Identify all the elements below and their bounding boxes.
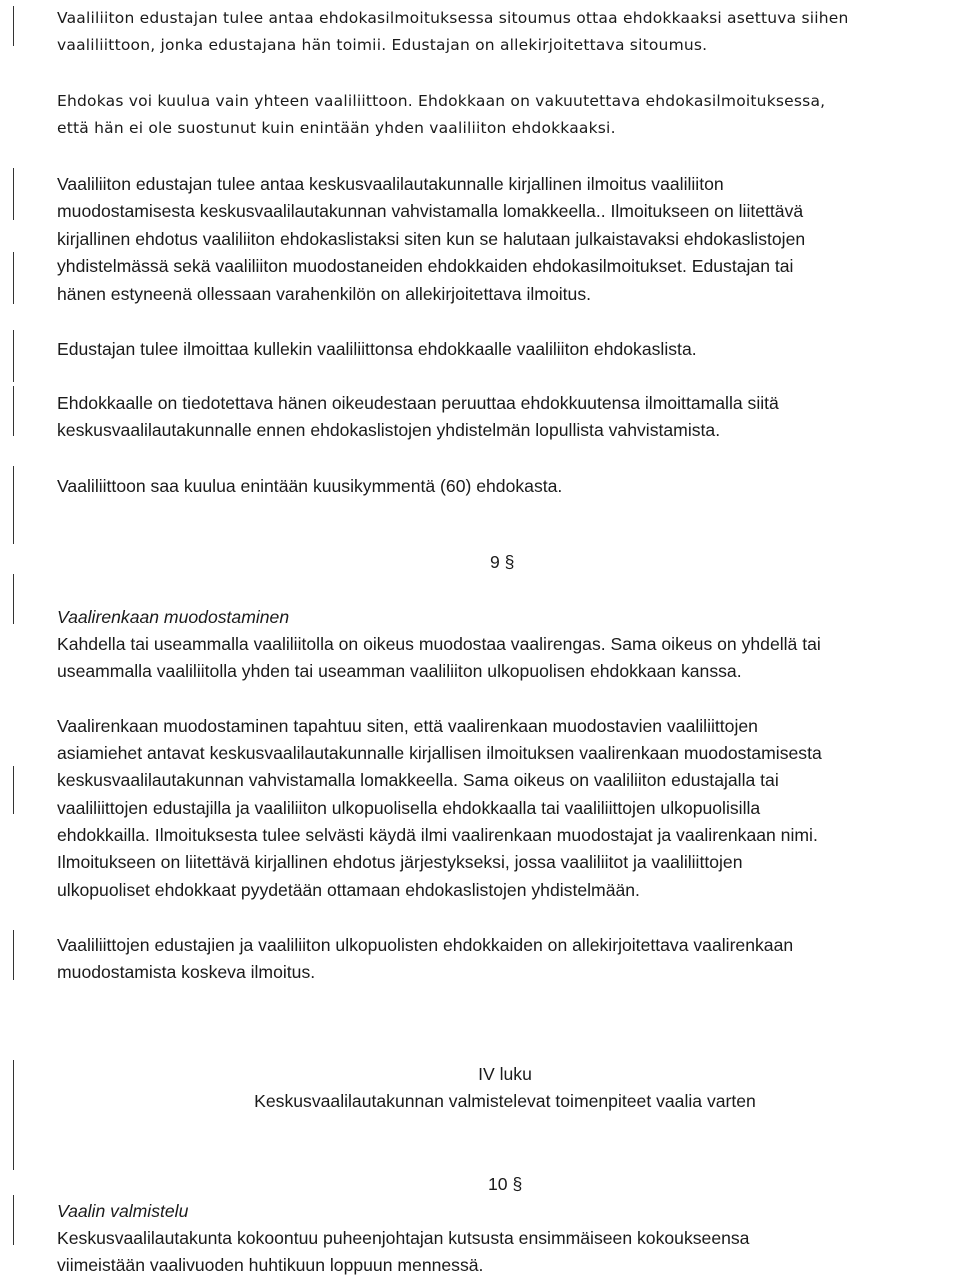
section-number: 10 § <box>488 1174 523 1194</box>
change-bar <box>13 6 14 46</box>
section-heading: Vaalin valmistelu <box>57 1201 189 1221</box>
change-bar <box>13 466 14 544</box>
paragraph-line: Vaaliliiton edustajan tulee antaa ehdokasilmoituksessa sitoumus ottaa ehdokkaaksi asettuva siihen <box>57 9 849 27</box>
paragraph-line: muodostamista koskeva ilmoitus. <box>57 962 316 982</box>
paragraph-line: asiamiehet antavat keskusvaalilautakunnalle kirjallisen ilmoituksen vaalirenkaan muodostamisesta <box>57 743 822 763</box>
change-bar <box>13 1195 14 1245</box>
paragraph-line: ulkopuoliset ehdokkaat pyydetään ottamaan ehdokaslistojen yhdistelmään. <box>57 880 640 900</box>
change-bar <box>13 386 14 436</box>
paragraph-line: Vaalirenkaan muodostaminen tapahtuu siten, että vaalirenkaan muodostavien vaaliliittojen <box>57 716 758 736</box>
section-heading: Vaalirenkaan muodostaminen <box>57 607 290 627</box>
paragraph-line: vaaliliittojen edustajilla ja vaaliliiton ulkopuolisella ehdokkaalla tai vaaliliittojen ulkopuolisilla <box>57 798 761 818</box>
paragraph-line: keskusvaalilautakunnalle ennen ehdokaslistojen yhdistelmän lopullista vahvistamista. <box>57 420 721 440</box>
paragraph-line: kirjallinen ehdotus vaaliliiton ehdokaslistaksi siten kun se halutaan julkaistavaksi ehdokaslistojen <box>57 229 806 249</box>
paragraph-line: viimeistään vaalivuoden huhtikuun loppuun mennessä. <box>57 1255 484 1275</box>
paragraph-line: Kahdella tai useammalla vaaliliitolla on oikeus muodostaa vaalirengas. Sama oikeus on yhdellä tai <box>57 634 821 654</box>
paragraph-line: vaaliliittoon, jonka edustajana hän toimii. Edustajan on allekirjoitettava sitoumus. <box>57 36 708 54</box>
paragraph-line: muodostamisesta keskusvaalilautakunnan vahvistamalla lomakkeella.. Ilmoitukseen on liitettävä <box>57 201 804 221</box>
change-bar <box>13 574 14 624</box>
change-bar <box>13 168 14 220</box>
paragraph-line: hänen estyneenä ollessaan varahenkilön on allekirjoitettava ilmoitus. <box>57 284 592 304</box>
change-bar <box>13 252 14 304</box>
paragraph-line: Ehdokkaalle on tiedotettava hänen oikeudestaan peruuttaa ehdokkuutensa ilmoittamalla siitä <box>57 393 779 413</box>
section-number: 9 § <box>490 552 515 572</box>
paragraph-line: Vaaliliittojen edustajien ja vaaliliiton ulkopuolisten ehdokkaiden on allekirjoitettava vaalirenkaan <box>57 935 794 955</box>
paragraph-line: keskusvaalilautakunnan vahvistamalla lomakkeella. Sama oikeus on vaaliliiton edustajalla tai <box>57 770 779 790</box>
paragraph-line: Vaaliliittoon saa kuulua enintään kuusikymmentä (60) ehdokasta. <box>57 476 563 496</box>
paragraph-line: yhdistelmässä sekä vaaliliiton muodostaneiden ehdokkaiden ehdokasilmoitukset. Edustajan tai <box>57 256 794 276</box>
paragraph-line: että hän ei ole suostunut kuin enintään yhden vaaliliiton ehdokkaaksi. <box>57 119 616 137</box>
paragraph-line: Edustajan tulee ilmoittaa kullekin vaaliliittonsa ehdokkaalle vaaliliiton ehdokaslista. <box>57 339 697 359</box>
paragraph-line: Vaaliliiton edustajan tulee antaa keskusvaalilautakunnalle kirjallinen ilmoitus vaaliliiton <box>57 174 724 194</box>
chapter-title: Keskusvaalilautakunnan valmistelevat toimenpiteet vaalia varten <box>254 1091 756 1111</box>
paragraph-line: Ilmoitukseen on liitettävä kirjallinen ehdotus järjestykseksi, jossa vaaliliitot ja vaaliliittojen <box>57 852 743 872</box>
chapter-number: IV luku <box>478 1064 532 1084</box>
paragraph-line: Ehdokas voi kuulua vain yhteen vaaliliittoon. Ehdokkaan on vakuutettava ehdokasilmoituksessa, <box>57 92 826 110</box>
change-bar <box>13 930 14 980</box>
paragraph-line: useammalla vaaliliitolla yhden tai useamman vaaliliiton ulkopuolisen ehdokkaan kanssa. <box>57 661 742 681</box>
paragraph-line: ehdokkailla. Ilmoituksesta tulee selvästi käydä ilmi vaalirenkaan muodostajat ja vaalirenkaan nimi. <box>57 825 818 845</box>
paragraph-line: Keskusvaalilautakunta kokoontuu puheenjohtajan kutsusta ensimmäiseen kokoukseensa <box>57 1228 750 1248</box>
change-bar <box>13 330 14 382</box>
change-bar <box>13 766 14 814</box>
